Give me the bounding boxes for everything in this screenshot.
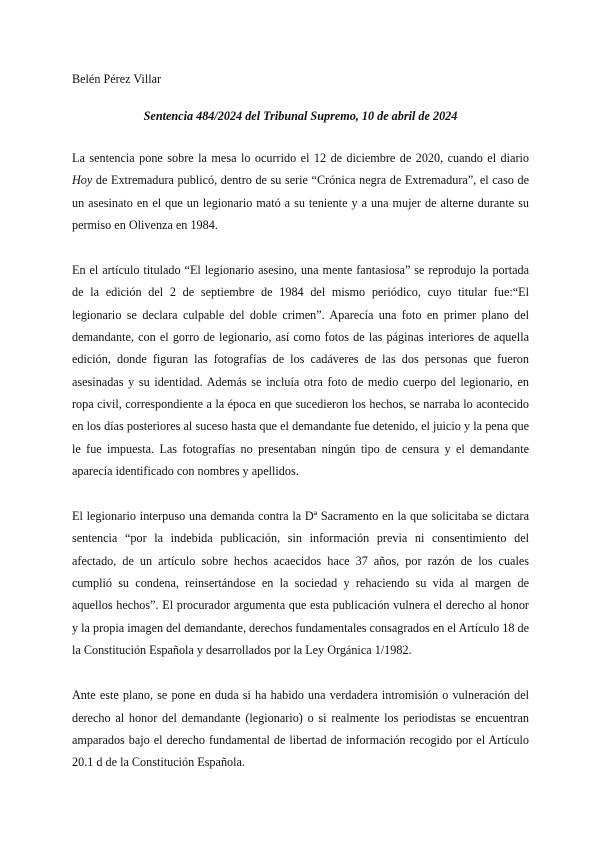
document-title: Sentencia 484/2024 del Tribunal Supremo, 10 de abril de 2024 [143, 109, 458, 123]
author-name: Belén Pérez Villar [72, 72, 162, 86]
newspaper-name: Hoy [72, 173, 93, 188]
document-page [72, 71, 529, 796]
paragraph-1-text-a: La sentencia pone sobre la mesa lo ocurrido el 12 de diciembre de 2020, cuando el diario [72, 151, 529, 165]
paragraph-4: Ante este plano, se pone en duda si ha habido una verdadera intromisión o vulneración del derecho al honor del demandante (legionario) o si realmente los periodistas se encuentran amparados bajo el derecho fundamental de libertad de información recogido por el Artículo 20.1 d de la Constitución Española. [72, 688, 529, 770]
paragraph-3: El legionario interpuso una demanda contra la Dª Sacramento en la que solicitaba se dictara sentencia “por la indebida publicación, sin información previa ni consentimiento del afectado, de un artículo sobre hechos acaecidos hace 37 años, por razón de los cuales cumplió su condena, reinsertándose en la sociedad y rehaciendo su vida al margen de aquellos hechos”. El procurador argumenta que esta publicación vulnera el derecho al honor y la propia imagen del demandante, derechos fundamentales consagrados en el Artículo 18 de la Constitución Española y desarrollados por la Ley Orgánica 1/1982. [72, 509, 529, 657]
paragraph-1 [72, 147, 529, 236]
paragraph-1-text-b: de Extremadura publicó, dentro de su serie “Crónica negra de Extremadura”, el caso de un asesinato en el que un legionario mató a su teniente y a una mujer de alterne durante su permiso en Olivenza en 1984. [72, 173, 529, 232]
paragraph-2: En el artículo titulado “El legionario asesino, una mente fantasiosa” se reprodujo la portada de la edición del 2 de septiembre de 1984 del mismo periódico, cuyo titular fue:“El legionario se declara culpable del doble crimen”. Aparecía una foto en primer plano del demandante, con el gorro de legionario, así como fotos de las páginas interiores de aquella edición, donde figuran las fotografías de los cadáveres de las dos personas que fueron asesinadas y su identidad. Además se incluía otra foto de medio cuerpo del legionario, en ropa civil, correspondiente a la época en que sucedieron los hechos, se narraba lo acontecido en los días posteriores al suceso hasta que el demandante fue detenido, el juicio y la pena que le fue impuesta. Las fotografías no presentaban ningún tipo de censura y el demandante aparecía identificado con nombres y apellidos. [72, 263, 529, 478]
